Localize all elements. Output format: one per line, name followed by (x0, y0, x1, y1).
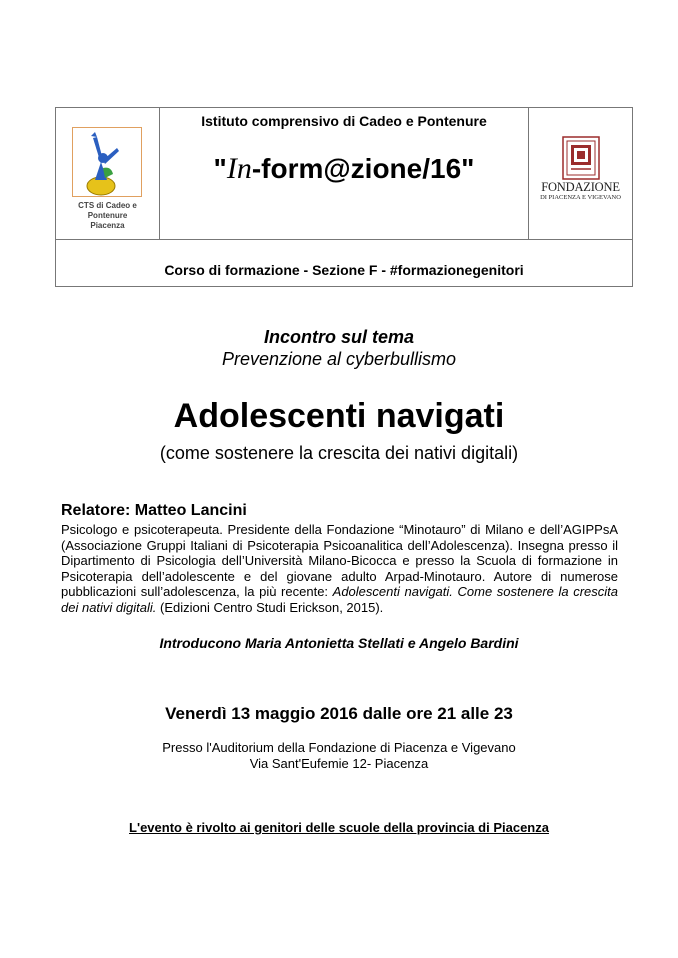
relatore-bio (61, 522, 618, 615)
bio-tail: (Edizioni Centro Studi Erickson, 2015). (156, 599, 384, 615)
cts-caption-line: Pontenure (87, 211, 128, 220)
incontro-heading: Incontro sul tema (263, 327, 415, 347)
inform-prefix: " (213, 153, 227, 184)
corso-line: Corso di formazione - Sezione F - #formazionegenitori (164, 262, 524, 278)
inform-rest: -form@zione/16" (251, 153, 475, 184)
fondazione-sub: DI PIACENZA E VIGEVANO (540, 194, 621, 201)
istituto-name: Istituto comprensivo di Cadeo e Pontenure (201, 113, 487, 129)
cts-logo-icon (72, 127, 142, 197)
header-box (55, 107, 633, 287)
page-title: Adolescenti navigati (173, 397, 505, 435)
event-date: Venerdì 13 maggio 2016 dalle ore 21 alle 23 (165, 704, 513, 723)
cts-caption (56, 201, 159, 231)
fondazione-seal-icon (562, 136, 600, 180)
header-bottom-row (56, 239, 632, 286)
cts-caption-line: Piacenza (90, 221, 125, 230)
header-center (159, 108, 529, 239)
cts-logo-cell (56, 108, 160, 239)
venue-line: Presso l'Auditorium della Fondazione di Piacenza e Vigevano (162, 740, 516, 755)
introducono-line: Introducono Maria Antonietta Stellati e Angelo Bardini (159, 635, 519, 651)
inform-title (159, 152, 529, 186)
inform-italic: In (226, 152, 252, 185)
bio-book-title: Adolescenti navigati. Come sostenere la crescita dei nativi digitali. (61, 584, 618, 615)
relatore-heading: Relatore: Matteo Lancini (61, 502, 247, 519)
cts-caption-line: CTS di Cadeo e (78, 201, 137, 210)
venue-address: Via Sant'Eufemie 12- Piacenza (249, 756, 429, 771)
bio-text: Psicologo e psicoterapeuta. Presidente della Fondazione “Minotauro” di Milano e dell’AGIPPsA (Associazione Gruppi Italiani di Psicoterapia Psicoanalitica dell’Adolescenza). Insegna presso il Dipartimento di Psicologia dell’Università Milano-Bicocca e presso la Scuola di formazione in Psicoterapia dell’adolescente e del giovane adulto Arpad-Minotauro. Autore di numerose pubblicazioni sull’adolescenza, la più recente: (61, 522, 618, 599)
fondazione-name: FONDAZIONE (541, 180, 620, 194)
header-top-row (56, 108, 632, 240)
tema-heading: Prevenzione al cyberbullismo (221, 349, 457, 369)
page-subtitle: (come sostenere la crescita dei nativi digitali) (159, 443, 519, 463)
fondazione-logo-cell (528, 108, 632, 239)
audience-note: L'evento è rivolto ai genitori delle scuole della provincia di Piacenza (129, 820, 549, 835)
